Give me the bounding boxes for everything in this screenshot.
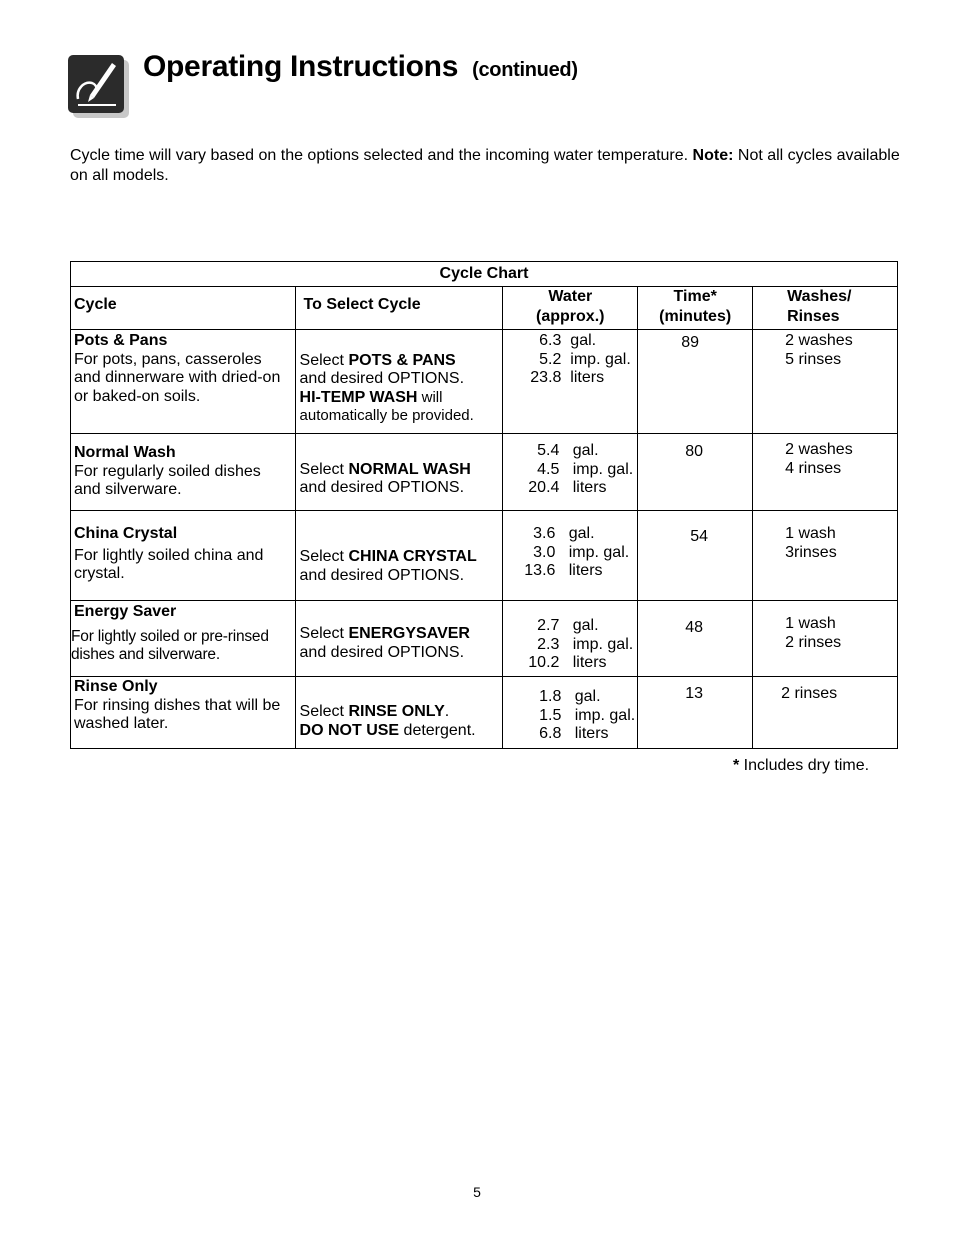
water-liters: 10.2 liters	[528, 654, 607, 671]
header-water-line2: (approx.)	[536, 307, 605, 325]
water-cell	[503, 601, 638, 677]
washes-cell	[753, 511, 898, 601]
title-subtitle: (continued)	[472, 59, 578, 81]
rinses-count: 5 rinses	[785, 350, 842, 368]
select-bold: ENERGYSAVER	[348, 625, 470, 642]
intro-note-label: Note:	[692, 147, 734, 164]
page-title	[143, 50, 578, 84]
header-washes-line2: Rinses	[787, 307, 840, 325]
water-cell	[503, 677, 638, 749]
select-pre: Select	[299, 351, 349, 369]
rinses-count: 3rinses	[785, 543, 837, 561]
intro-text-after: Not all cycles available on all models.	[70, 147, 900, 184]
table-row	[71, 677, 898, 749]
time-cell: 54	[638, 511, 753, 601]
washes-count: 2 washes	[785, 441, 853, 458]
header-time	[638, 287, 753, 330]
water-gal: 1.8 gal.	[530, 688, 601, 705]
washes-cell	[753, 601, 898, 677]
footnote	[733, 757, 869, 775]
table-row	[71, 511, 898, 601]
select-extra-bold: HI-TEMP WASH	[299, 388, 418, 406]
select-extra-text: will automatically be provided.	[299, 388, 474, 424]
cycle-desc: For rinsing dishes that will be washed later.	[74, 696, 281, 732]
table-caption: Cycle Chart	[71, 262, 898, 287]
cycle-cell	[71, 330, 296, 434]
cycle-desc: For lightly soiled china and crystal.	[74, 546, 264, 582]
time-cell: 48	[638, 601, 753, 677]
cycle-chart-table	[70, 261, 898, 749]
cycle-desc: For pots, pans, casseroles and dinnerware with dried-on or baked-on soils.	[74, 350, 281, 405]
table-row	[71, 434, 898, 511]
select-bold: NORMAL WASH	[348, 460, 471, 478]
header-time-line1: Time*	[673, 288, 717, 305]
water-gal: 6.3 gal.	[530, 332, 597, 349]
water-liters: 6.8 liters	[530, 725, 609, 742]
washes-count: 1 wash	[785, 525, 836, 542]
washes-cell	[753, 434, 898, 511]
rinses-count: 4 rinses	[785, 459, 842, 477]
cycle-cell	[71, 677, 296, 749]
water-liters: 20.4 liters	[528, 479, 607, 496]
select-cell	[295, 511, 503, 601]
select-cell	[295, 677, 503, 749]
select-pre: Select	[299, 703, 349, 720]
time-cell: 89	[638, 330, 753, 434]
header-washes-line1: Washes/	[787, 288, 852, 305]
rinses-count: 2 rinses	[785, 633, 842, 651]
select-pre: Select	[299, 625, 349, 642]
select-bold: POTS & PANS	[348, 351, 456, 369]
cycle-name: Normal Wash	[74, 444, 176, 461]
water-imp-gal: 5.2 imp. gal.	[530, 350, 631, 368]
rinses-count: 2 rinses	[781, 685, 838, 702]
cycle-cell	[71, 511, 296, 601]
water-imp-gal: 4.5 imp. gal.	[528, 460, 634, 478]
select-post: and desired OPTIONS.	[299, 479, 465, 496]
select-pre: Select	[299, 460, 349, 478]
intro-text-before: Cycle time will vary based on the options selected and the incoming water temperature.	[70, 147, 693, 164]
water-cell	[503, 330, 638, 434]
select-post-inline: .	[444, 703, 450, 720]
water-imp-gal: 2.3 imp. gal.	[528, 635, 634, 653]
header-select	[295, 287, 503, 330]
cycle-name: Pots & Pans	[74, 332, 168, 349]
washes-cell	[753, 677, 898, 749]
water-imp-gal: 1.5 imp. gal.	[530, 706, 636, 724]
header-water	[503, 287, 638, 330]
select-bold: CHINA CRYSTAL	[348, 548, 477, 565]
washes-cell	[753, 330, 898, 434]
washes-count: 2 washes	[785, 332, 853, 349]
select-post: and desired OPTIONS.	[299, 566, 465, 584]
cycle-name: China Crystal	[74, 525, 178, 542]
header-cycle-label: Cycle	[74, 296, 117, 313]
select-post: and desired OPTIONS.	[299, 370, 465, 387]
time-cell: 80	[638, 434, 753, 511]
header-time-line2: (minutes)	[659, 307, 732, 325]
title-text: Operating Instructions	[143, 50, 459, 83]
select-cell	[295, 601, 503, 677]
table-row	[71, 330, 898, 434]
cycle-cell	[71, 434, 296, 511]
header-cycle	[71, 287, 296, 330]
select-extra-bold: DO NOT USE	[299, 721, 400, 739]
water-cell	[503, 511, 638, 601]
select-cell	[295, 434, 503, 511]
washes-count: 1 wash	[785, 615, 836, 632]
intro-paragraph	[70, 146, 905, 186]
select-bold: RINSE ONLY	[348, 703, 445, 720]
cycle-name: Rinse Only	[74, 678, 158, 695]
water-liters: 23.8 liters	[530, 369, 605, 386]
table-row	[71, 601, 898, 677]
page-number: 5	[473, 1184, 481, 1200]
water-gal: 5.4 gal.	[528, 442, 599, 459]
cycle-desc: For regularly soiled dishes and silverware.	[74, 462, 261, 498]
select-pre: Select	[299, 548, 349, 565]
water-liters: 13.6 liters	[524, 562, 603, 579]
cycle-name: Energy Saver	[74, 603, 177, 620]
water-gal: 3.6 gal.	[524, 525, 595, 542]
cycle-cell	[71, 601, 296, 677]
footnote-star: *	[733, 757, 740, 774]
select-extra-text: detergent.	[399, 721, 476, 739]
select-post: and desired OPTIONS.	[299, 643, 465, 661]
select-cell	[295, 330, 503, 434]
time-cell: 13	[638, 677, 753, 749]
water-imp-gal: 3.0 imp. gal.	[524, 543, 630, 561]
water-gal: 2.7 gal.	[528, 617, 599, 634]
operating-instructions-logo	[68, 55, 130, 119]
pencil-note-icon	[68, 55, 124, 113]
header-select-label: To Select Cycle	[303, 296, 421, 313]
cycle-desc: For lightly soiled or pre-rinsed dishes and silverware.	[71, 627, 269, 663]
header-washes	[753, 287, 898, 330]
water-cell	[503, 434, 638, 511]
header-water-line1: Water	[548, 288, 593, 305]
footnote-text: Includes dry time.	[739, 757, 870, 774]
